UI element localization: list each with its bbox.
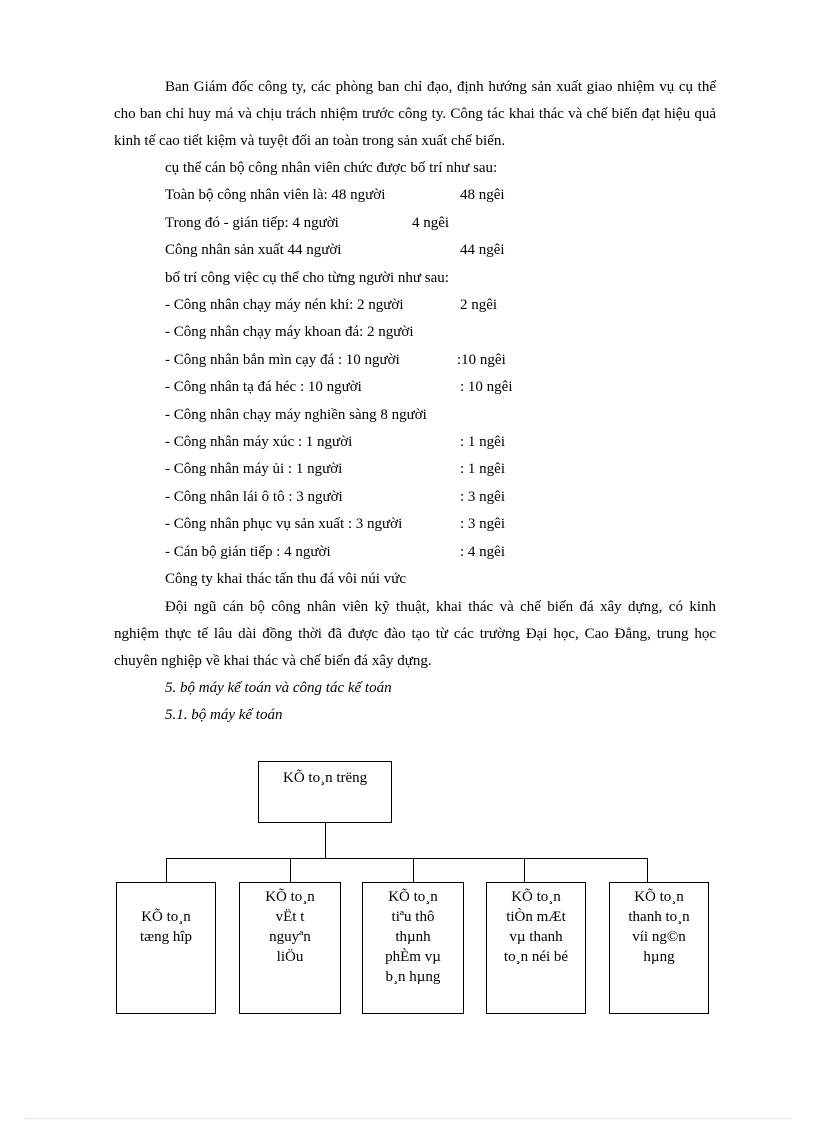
row-label: - Công nhân chạy máy nén khí: 2 người	[165, 297, 404, 314]
row-label: - Công nhân bắn mìn cạy đá : 10 người	[165, 351, 400, 368]
box-label: KÕ to¸n	[388, 889, 438, 905]
cash-accounting-box	[486, 882, 586, 1014]
body-text	[114, 74, 716, 729]
box-label: b¸n hµng	[385, 969, 441, 985]
staff-detail-row	[114, 292, 716, 319]
staff-detail-row	[114, 429, 716, 456]
materials-accounting-box	[239, 882, 341, 1014]
arrangement-line: cụ thể cán bộ công nhân viên chức được bố trí như sau:	[165, 160, 498, 176]
box-label: tiÒn mÆt	[506, 909, 566, 925]
box-label: tiªu thô	[391, 909, 435, 925]
staff-detail-row	[114, 511, 716, 538]
box-label: nguyªn	[269, 929, 311, 945]
staff-summary-row	[114, 210, 716, 237]
subsection-heading: 5.1. bộ máy kế toán	[165, 706, 283, 723]
staff-paragraph: Đội ngũ cán bộ công nhân viên kỹ thuật, khai thác và chế biến đá xây dựng, có kinh nghiệm thực tế lâu dài đồng thời đã được đào tạo từ các trường Đại học, Cao Đẳng, trung học chuyên nghiệp về khai thác và chế biến đá xây dựng.	[114, 598, 716, 669]
row-value: :10 ngêi	[457, 351, 506, 368]
row-value: : 1 ngêi	[460, 434, 505, 451]
row-value: 2 ngêi	[460, 297, 498, 314]
staff-detail-row	[114, 456, 716, 483]
box-label: KÕ to¸n	[141, 909, 191, 925]
child-connector	[647, 858, 648, 882]
staff-detail-row	[114, 374, 716, 401]
chief-accountant-box	[258, 761, 392, 823]
box-label: vËt t	[275, 909, 305, 925]
box-label: thanh to¸n	[628, 909, 690, 925]
row-label: - Cán bộ gián tiếp : 4 người	[165, 543, 331, 560]
intro-paragraph: Ban Giám đốc công ty, các phòng ban chỉ đạo, định hướng sản xuất giao nhiệm vụ cụ thể cho ban chỉ huy má và chịu trách nhiệm trước công ty. Công tác khai thác và chế biến đạt hiệu quả kinh tế cao tiết kiệm và tuyệt đối an toàn trong sản xuất chế biến.	[114, 79, 716, 149]
row-value: 44 ngêi	[460, 242, 505, 259]
staff-summary-row	[114, 182, 716, 209]
staff-detail-row	[114, 402, 716, 429]
row-value: : 4 ngêi	[460, 543, 505, 560]
box-label: hµng	[643, 949, 675, 965]
general-accounting-box	[116, 882, 216, 1014]
box-label: vµ thanh	[509, 929, 563, 945]
child-connector	[166, 858, 167, 882]
row-label: - Công nhân lái ô tô : 3 người	[165, 488, 343, 505]
page-bottom-rule	[24, 1118, 792, 1119]
staff-detail-row	[114, 347, 716, 374]
section-heading: 5. bộ máy kế toán và công tác kế toán	[165, 679, 392, 696]
branch-connector	[166, 858, 647, 859]
company-line: Công ty khai thác tấn thu đá vôi núi vức	[165, 571, 407, 588]
row-label: - Công nhân tạ đá héc : 10 người	[165, 379, 362, 396]
box-label: KÕ to¸n	[265, 889, 315, 905]
box-label: KÕ to¸n	[511, 889, 561, 905]
row-label: - Công nhân máy ủi : 1 người	[165, 461, 343, 478]
row-label: - Công nhân chạy máy khoan đá: 2 người	[165, 324, 414, 341]
bank-accounting-box	[609, 882, 709, 1014]
child-connector	[290, 858, 291, 882]
row-label: Công nhân sản xuất 44 người	[165, 242, 342, 259]
box-label: KÕ to¸n trëng	[283, 770, 368, 786]
detail-intro-line: bố trí công việc cụ thể cho từng người như sau:	[165, 269, 449, 286]
box-label: phÈm vµ	[385, 949, 441, 965]
row-label: Trong đó - gián tiếp: 4 người	[165, 214, 339, 231]
staff-detail-row	[114, 484, 716, 511]
child-connector	[413, 858, 414, 882]
staff-detail-row	[114, 319, 716, 346]
row-value: : 10 ngêi	[460, 379, 513, 396]
row-label: Toàn bộ công nhân viên là: 48 người	[165, 187, 386, 204]
box-label: KÕ to¸n	[634, 889, 684, 905]
box-label: to¸n néi bé	[503, 949, 569, 965]
row-value: 4 ngêi	[412, 214, 450, 231]
box-label: liÖu	[276, 949, 304, 965]
root-connector	[325, 823, 326, 858]
sales-accounting-box	[362, 882, 464, 1014]
box-label: víi ng©n	[632, 929, 686, 945]
box-label: thµnh	[395, 929, 431, 945]
row-label: - Công nhân chạy máy nghiền sàng 8 người	[165, 406, 427, 423]
box-label: tæng hîp	[139, 929, 193, 945]
row-label: - Công nhân máy xúc : 1 người	[165, 434, 353, 451]
child-connector	[524, 858, 525, 882]
staff-summary-row	[114, 237, 716, 264]
row-value: : 1 ngêi	[460, 461, 505, 478]
row-value: : 3 ngêi	[460, 488, 505, 505]
row-value: : 3 ngêi	[460, 516, 505, 533]
row-value: 48 ngêi	[460, 187, 505, 204]
row-label: - Công nhân phục vụ sản xuất : 3 người	[165, 516, 403, 533]
staff-detail-row	[114, 539, 716, 566]
